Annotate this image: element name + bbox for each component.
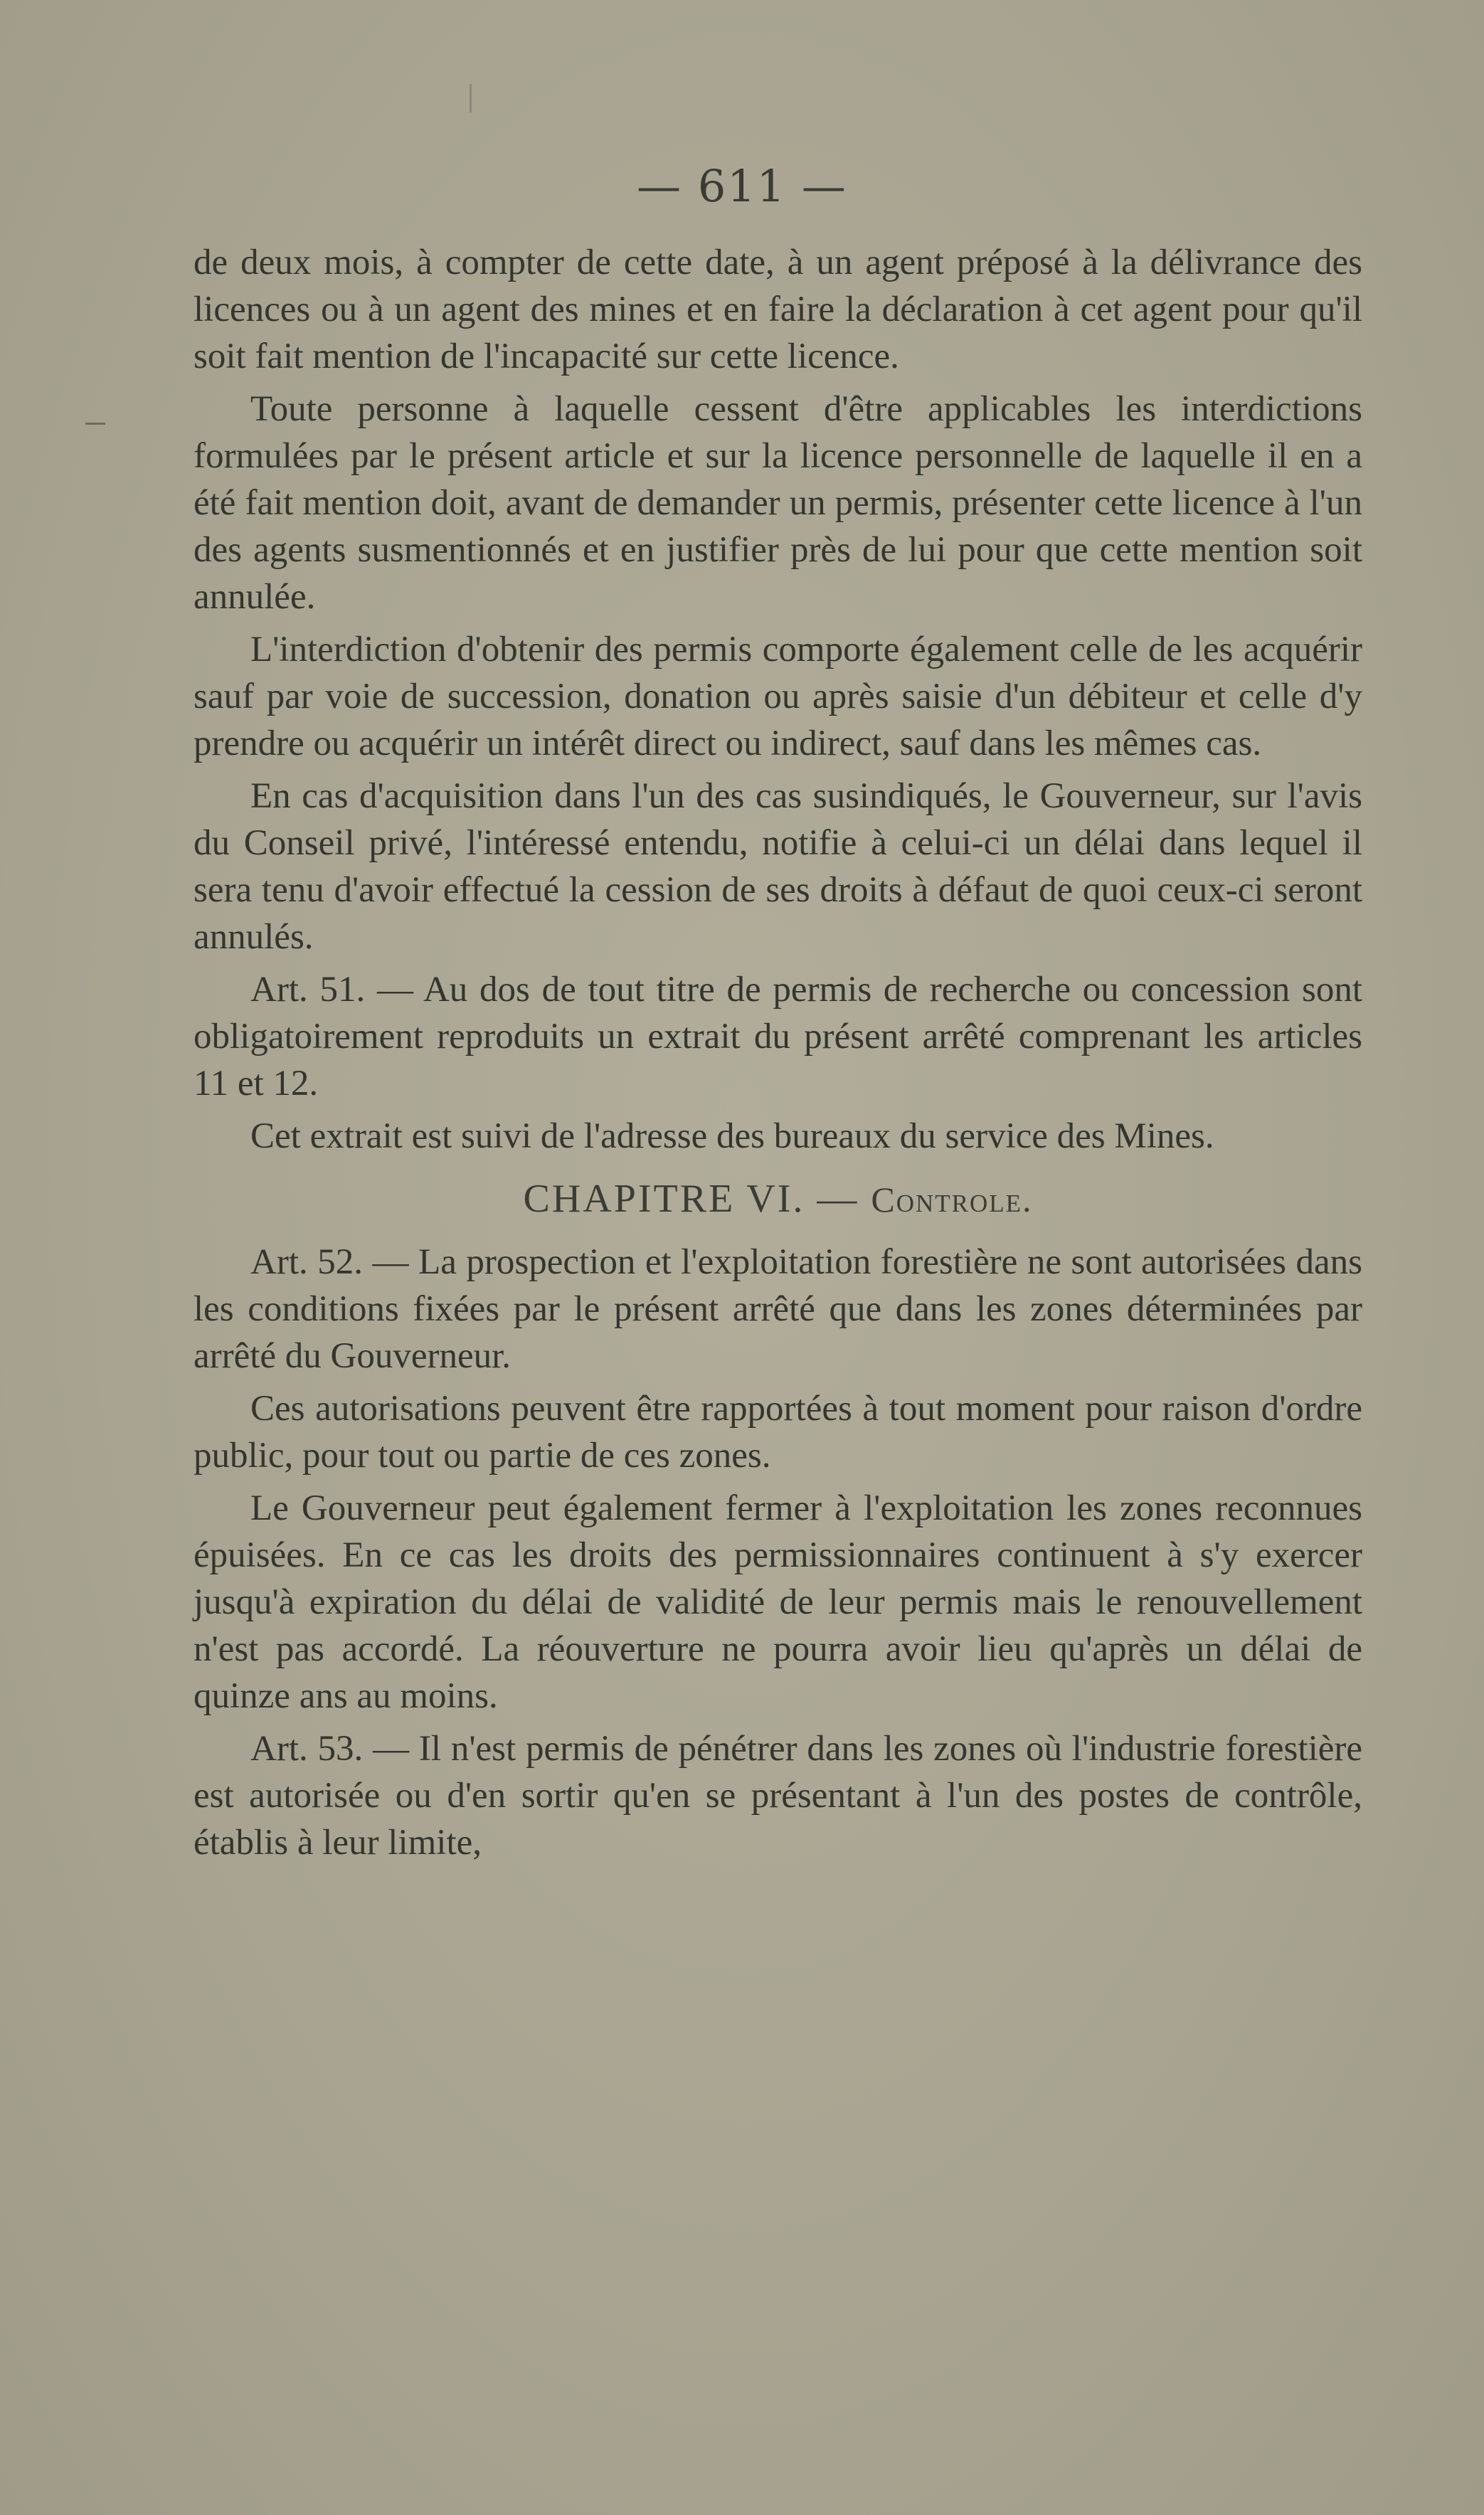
margin-mark: [85, 423, 105, 425]
article-53-paragraph: Art. 53. — Il n'est permis de pénétrer dans les zones où l'industrie forestière est autorisée ou d'en sortir qu'en se présentant à l'un des postes de contrôle, établis à leur limite,: [194, 1729, 1362, 1863]
body-text: [194, 239, 1362, 1872]
paragraph: Ces autorisations peuvent être rapportées à tout moment pour raison d'ordre public, pour tout ou partie de ces zones.: [194, 1389, 1362, 1476]
article-51-paragraph: Art. 51. — Au dos de tout titre de permis de recherche ou concession sont obligatoirement reproduits un extrait du présent arrêté comprenant les articles 11 et 12.: [194, 970, 1362, 1103]
page-number: — 611 —: [637, 160, 847, 212]
chapter-title: Controle.: [871, 1180, 1033, 1219]
chapter-heading: [194, 1175, 1362, 1223]
article-52-paragraph: Art. 52. — La prospection et l'exploitation forestière ne sont autorisées dans les conditions fixées par le présent arrêté que dans les zones déterminées par arrêté du Gouverneur.: [194, 1242, 1362, 1376]
paragraph: Toute personne à laquelle cessent d'être applicables les interdictions formulées par le présent article et sur la licence personnelle de laquelle il en a été fait mention doit, avant de demander un permis, présenter cette licence à l'un des agents susmentionnés et en justifier près de lui pour que cette mention soit annulée.: [194, 389, 1362, 617]
paragraph: Le Gouverneur peut également fermer à l'exploitation les zones reconnues épuisées. En ce cas les droits des permissionnaires continuent à s'y exercer jusqu'à expiration du délai de validité de leur permis mais le renouvellement n'est pas accordé. La réouverture ne pourra avoir lieu qu'après un délai de quinze ans au moins.: [194, 1488, 1362, 1716]
paragraph: En cas d'acquisition dans l'un des cas susindiqués, le Gouverneur, sur l'avis du Conseil privé, l'intéressé entendu, notifie à celui-ci un délai dans lequel il sera tenu d'avoir effectué la cession de ses droits à défaut de quoi ceux-ci seront annulés.: [194, 776, 1362, 957]
chapter-dash: —: [805, 1177, 871, 1221]
scan-mark: [470, 84, 472, 112]
paragraph: Cet extrait est suivi de l'adresse des bureaux du service des Mines.: [250, 1116, 1214, 1156]
chapter-label: CHAPITRE VI.: [523, 1177, 805, 1221]
paragraph: de deux mois, à compter de cette date, à un agent préposé à la délivrance des licences ou à un agent des mines et en faire la déclaration à cet agent pour qu'il soit fait mention de l'incapacité sur cette licence.: [194, 243, 1362, 376]
paragraph: L'interdiction d'obtenir des permis comporte également celle de les acquérir sauf par voie de succession, donation ou après saisie d'un débiteur et celle d'y prendre ou acquérir un intérêt direct ou indirect, sauf dans les mêmes cas.: [194, 630, 1362, 763]
